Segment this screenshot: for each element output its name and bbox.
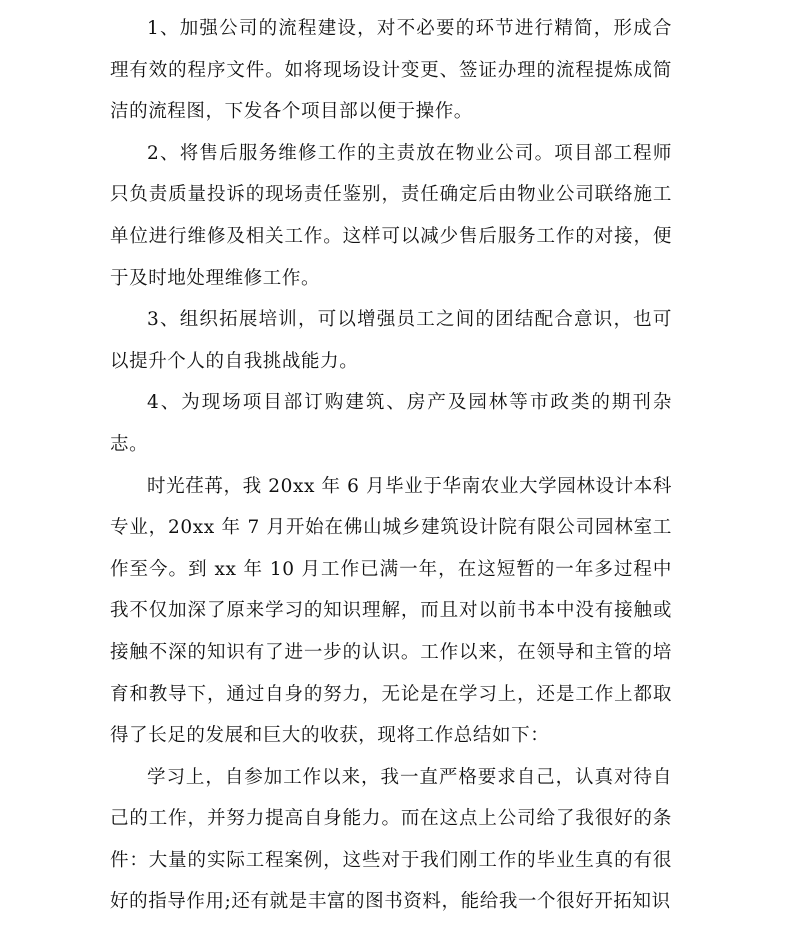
paragraph-6: 学习上，自参加工作以来，我一直严格要求自己，认真对待自己的工作，并努力提高自身能力。而在这点上公司给了我很好的条件：大量的实际工程案例，这些对于我们刚工作的毕业生真的有很好的指导作用;还有就是丰富的图书资料，能给我一个很好开拓知识	[110, 766, 672, 913]
paragraph-2: 2、将售后服务维修工作的主责放在物业公司。项目部工程师只负责质量投诉的现场责任鉴别，责任确定后由物业公司联络施工单位进行维修及相关工作。这样可以减少售后服务工作的对接，便于及时地处理维修工作。	[110, 142, 672, 289]
paragraph-4: 4、为现场项目部订购建筑、房产及园林等市政类的期刊杂志。	[110, 392, 672, 455]
paragraph-3: 3、组织拓展培训，可以增强员工之间的团结配合意识，也可以提升个人的自我挑战能力。	[110, 309, 672, 372]
document-body	[110, 8, 672, 923]
paragraph-5: 时光荏苒，我 20xx 年 6 月毕业于华南农业大学园林设计本科专业，20xx 年 7 月开始在佛山城乡建筑设计院有限公司园林室工作至今。到 xx 年 10 月工作已满一年，在这短暂的一年多过程中我不仅加深了原来学习的知识理解，而且对以前书本中没有接触或接触不深的知识有了进一步的认识。工作以来，在领导和主管的培育和教导下，通过自身的努力，无论是在学习上，还是工作上都取得了长足的发展和巨大的收获，现将工作总结如下：	[110, 475, 672, 747]
paragraph-1: 1、加强公司的流程建设，对不必要的环节进行精简，形成合理有效的程序文件。如将现场设计变更、签证办理的流程提炼成简洁的流程图，下发各个项目部以便于操作。	[110, 18, 672, 123]
